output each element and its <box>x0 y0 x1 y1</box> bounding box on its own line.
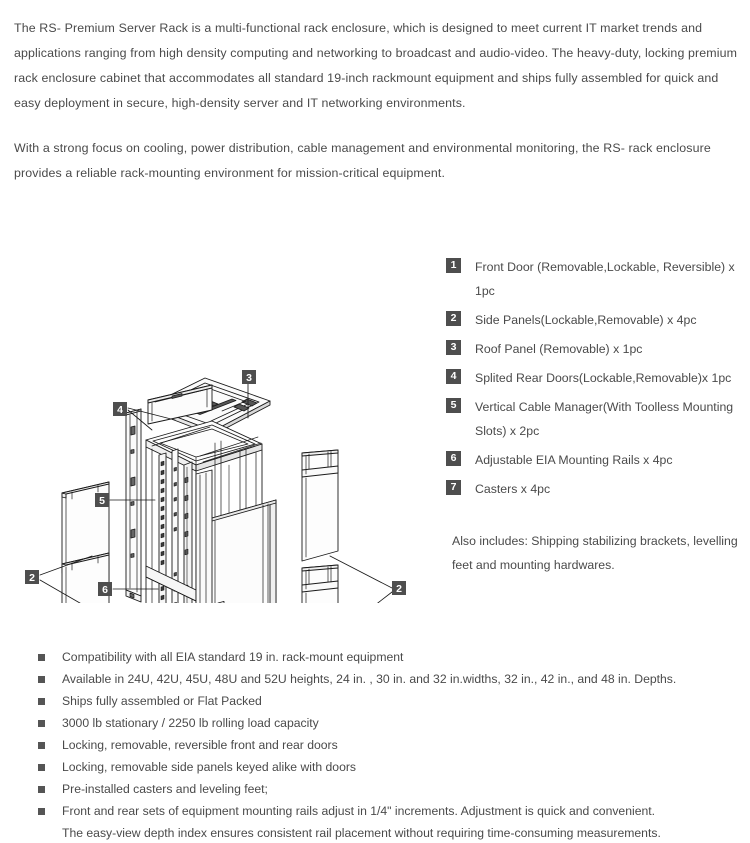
legend-label-5: Vertical Cable Manager(With Toolless Mounting Slots) x 2pc <box>475 400 734 438</box>
feature-item <box>38 692 744 711</box>
legend-item-2 <box>446 308 746 332</box>
bullet-square-icon <box>38 720 45 727</box>
feature-item <box>38 780 744 799</box>
feature-text: Front and rear sets of equipment mounting rails adjust in 1/4" increments. Adjustment is quick and convenient. <box>62 804 656 818</box>
bullet-square-icon <box>38 676 45 683</box>
legend-label-6: Adjustable EIA Mounting Rails x 4pc <box>475 453 673 467</box>
legend-item-5 <box>446 395 746 443</box>
legend-label-1: Front Door (Removable,Lockable, Reversible) x 1pc <box>475 260 735 298</box>
feature-text: Locking, removable side panels keyed alike with doors <box>62 760 357 774</box>
side-panel-right-lower <box>302 565 338 603</box>
callout-badge-4-label: 4 <box>117 404 123 416</box>
legend-label-7: Casters x 4pc <box>475 482 551 496</box>
feature-text: Compatibility with all EIA standard 19 in. rack-mount equipment <box>62 650 404 664</box>
front-door-part <box>205 500 276 603</box>
feature-item <box>38 736 744 755</box>
feature-text: Pre-installed casters and leveling feet; <box>62 782 268 796</box>
callout-badge-5 <box>95 493 109 507</box>
feature-text: Available in 24U, 42U, 45U, 48U and 52U heights, 24 in. , 30 in. and 32 in.widths, 32 in., 42 in., and 48 in. Depths. <box>62 672 677 686</box>
callout-badge-2-left-label: 2 <box>29 572 35 584</box>
bullet-square-icon <box>38 742 45 749</box>
feature-item <box>38 802 744 821</box>
vertical-cable-manager-part <box>184 462 192 603</box>
feature-item <box>38 714 744 733</box>
intro-paragraph-2: With a strong focus on cooling, power distribution, cable management and environmental monitoring, the RS- rack enclosure provides a reliable rack-mounting environment for mission-critical equipment. <box>14 141 711 180</box>
bullet-square-icon <box>38 764 45 771</box>
legend-badge-1: 1 <box>446 258 461 273</box>
legend-badge-5: 5 <box>446 398 461 413</box>
also-includes-note: Also includes: Shipping stabilizing brackets, levelling feet and mounting hardwares. <box>452 534 738 572</box>
legend-label-4: Splited Rear Doors(Lockable,Removable)x 1pc <box>475 371 732 385</box>
legend-badge-6: 6 <box>446 451 461 466</box>
bullet-square-icon <box>38 654 45 661</box>
feature-item <box>38 648 744 667</box>
bullet-square-icon <box>38 698 45 705</box>
legend-badge-4: 4 <box>446 369 461 384</box>
callout-badge-5-label: 5 <box>99 495 105 507</box>
legend-label-3: Roof Panel (Removable) x 1pc <box>475 342 643 356</box>
feature-item <box>38 670 744 689</box>
legend-label-2: Side Panels(Lockable,Removable) x 4pc <box>475 313 697 327</box>
callout-badge-3 <box>242 370 256 384</box>
feature-item <box>38 758 744 777</box>
feature-text: Ships fully assembled or Flat Packed <box>62 694 262 708</box>
callout-badge-2-left <box>25 570 39 584</box>
callout-badge-3-label: 3 <box>246 372 252 384</box>
splited-rear-doors-part <box>126 409 141 602</box>
legend-badge-7: 7 <box>446 480 461 495</box>
legend-item-6 <box>446 448 746 472</box>
callout-badge-4 <box>113 402 127 416</box>
side-panel-right-upper <box>302 450 338 561</box>
server-rack-line-drawing <box>0 178 450 603</box>
bullet-square-icon <box>38 786 45 793</box>
feature-text-continuation: The easy-view depth index ensures consistent rail placement without requiring time-consuming measurements. <box>62 826 661 840</box>
legend-item-7 <box>446 477 746 501</box>
parts-legend <box>446 255 746 506</box>
callout-badge-2-right-label: 2 <box>396 583 402 595</box>
bullet-square-icon <box>38 808 45 815</box>
callout-badge-6 <box>98 582 112 596</box>
legend-item-3 <box>446 337 746 361</box>
feature-text: 3000 lb stationary / 2250 lb rolling load capacity <box>62 716 319 730</box>
intro-paragraph-1: The RS- Premium Server Rack is a multi-functional rack enclosure, which is designed to meet current IT market trends and applications ranging from high density computing and networking to broadcast and audio-video. The heavy-duty, locking premium rack enclosure cabinet that accommodates all standard 19-inch rackmount equipment and ships fully assembled for quick and easy deployment in secure, high-density server and IT networking environments. <box>14 21 738 110</box>
legend-item-4 <box>446 366 746 390</box>
legend-badge-2: 2 <box>446 311 461 326</box>
exploded-view-diagram <box>0 178 450 603</box>
callout-badge-6-label: 6 <box>102 584 108 596</box>
callout-badge-2-right <box>392 581 406 595</box>
feature-list <box>38 648 744 843</box>
feature-text: Locking, removable, reversible front and rear doors <box>62 738 338 752</box>
legend-badge-3: 3 <box>446 340 461 355</box>
front-door-inner-leaf <box>196 470 212 603</box>
legend-item-1 <box>446 255 746 303</box>
